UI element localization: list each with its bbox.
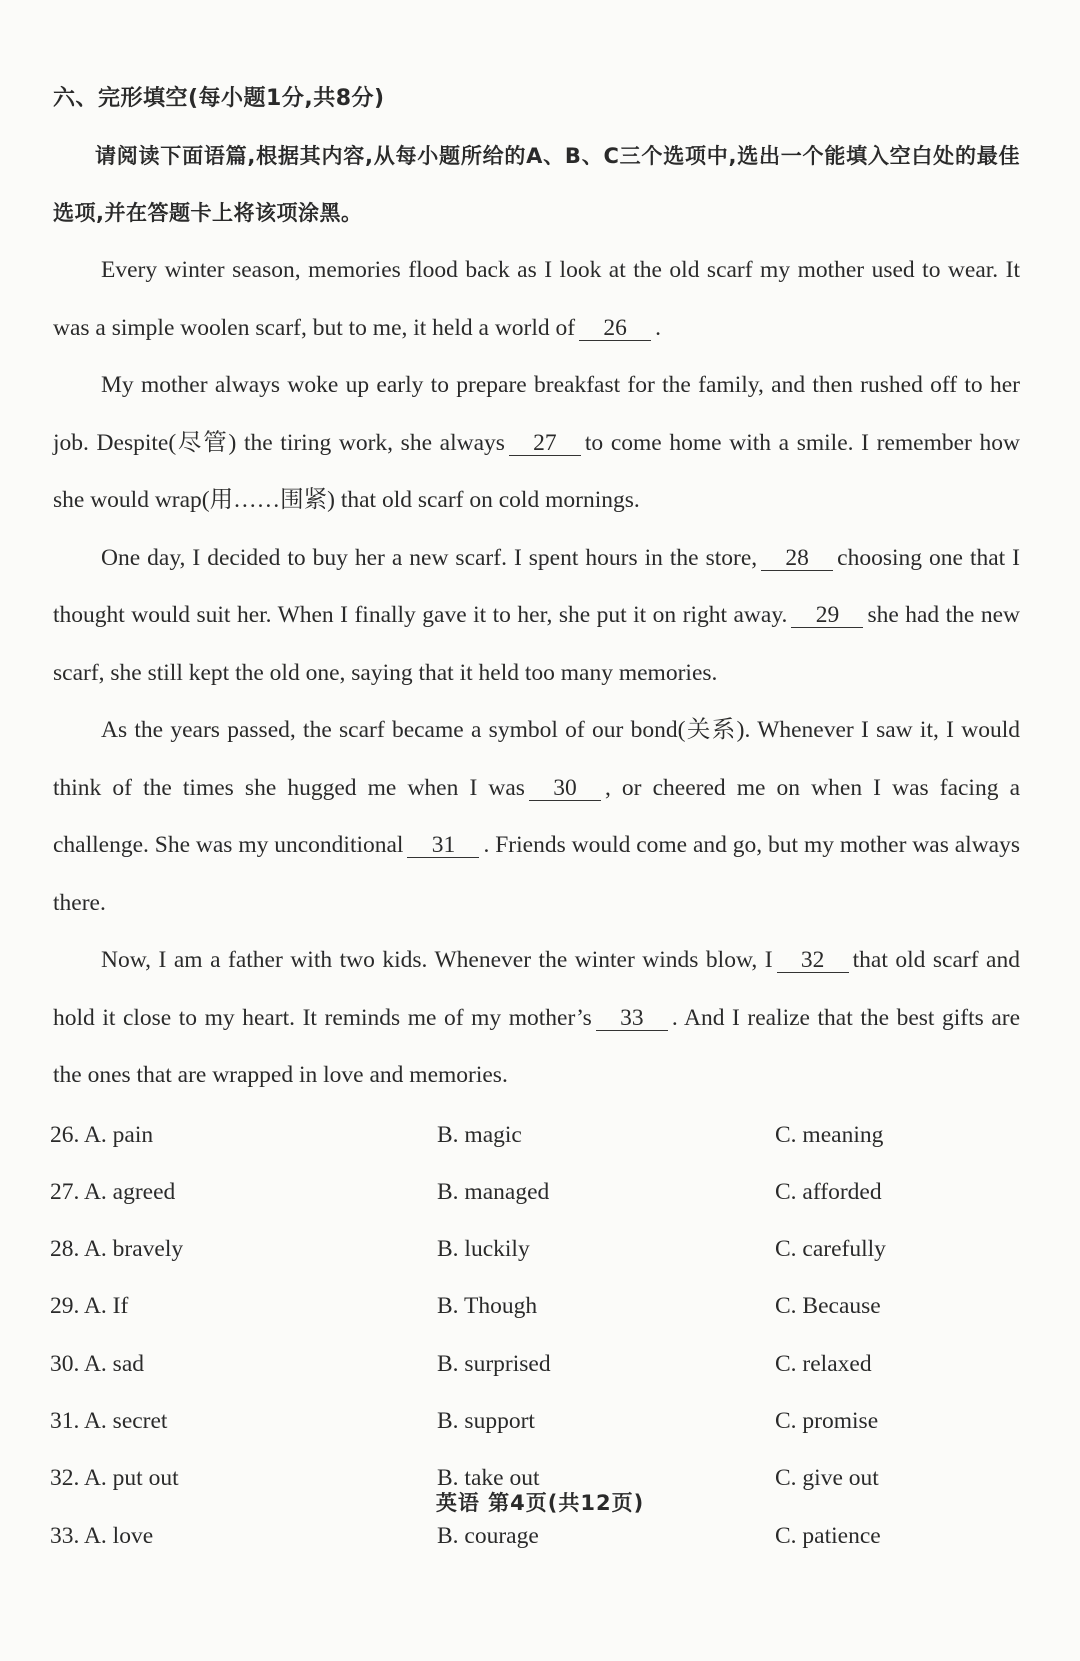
blank-30: 30 (529, 776, 601, 801)
question-28 (50, 1221, 1020, 1278)
blank-32: 32 (777, 948, 849, 973)
blank-28: 28 (761, 546, 833, 571)
passage-text: . And I realize that the best gifts are the ones that are wrapped in love and memories. (53, 1004, 1021, 1088)
option-b: B. magic (437, 1121, 522, 1148)
passage-paragraph-2 (53, 357, 1020, 530)
blank-29: 29 (791, 603, 863, 628)
section-instructions: 请阅读下面语篇,根据其内容,从每小题所给的A、B、C三个选项中,选出一个能填入空白处的最佳选项,并在答题卡上将该项涂黑。 (53, 144, 1020, 225)
passage-paragraph-5 (53, 932, 1020, 1105)
option-b: B. support (437, 1407, 535, 1434)
passage-text: , or cheered me on when I was facing a challenge. She was my unconditional (53, 774, 1020, 858)
option-c: C. promise (775, 1407, 879, 1434)
passage-paragraph-3 (53, 530, 1020, 703)
option-b: B. surprised (437, 1350, 551, 1377)
option-c: C. relaxed (775, 1350, 872, 1377)
blank-31: 31 (407, 833, 479, 858)
option-a: 29. A. If (50, 1293, 129, 1320)
passage-text: Every winter season, memories flood back as I look at the old scarf my mother used to wear. It was a simple woolen scarf, but to me, it held a world of (53, 257, 1020, 341)
passage-text: As the years passed, the scarf became a symbol of our bond(关系). Whenever I saw it, I would think of the times she hugged me when I was (53, 717, 1020, 801)
question-31 (50, 1393, 1020, 1450)
option-a: 31. A. secret (50, 1407, 168, 1434)
passage-text: . (655, 314, 661, 341)
option-a: 30. A. sad (50, 1350, 144, 1377)
option-c: C. meaning (775, 1121, 884, 1148)
blank-26: 26 (579, 316, 651, 341)
page-footer: 英语 第4页(共12页) (435, 1491, 645, 1515)
option-b: B. Though (437, 1293, 538, 1320)
option-b: B. managed (437, 1178, 550, 1205)
passage-text: My mother always woke up early to prepare breakfast for the family, and then rushed off to her job. Despite(尽管) the tiring work, she always (53, 372, 1020, 456)
option-c: C. Because (775, 1293, 881, 1320)
question-29 (50, 1278, 1020, 1335)
option-b: B. luckily (437, 1236, 530, 1263)
option-c: C. carefully (775, 1236, 886, 1263)
passage-text: One day, I decided to buy her a new scarf. I spent hours in the store, (101, 544, 758, 571)
blank-27: 27 (509, 431, 581, 456)
blank-33: 33 (596, 1006, 668, 1031)
option-a: 26. A. pain (50, 1121, 154, 1148)
question-26 (50, 1107, 1020, 1164)
passage-text: that old scarf and hold it close to my heart. It reminds me of my mother’s (53, 947, 1020, 1031)
passage-paragraph-1 (53, 242, 1020, 357)
option-a: 28. A. bravely (50, 1236, 184, 1263)
passage-text: Now, I am a father with two kids. Whenever the winter winds blow, I (101, 947, 773, 973)
section-title: 六、完形填空(每小题1分,共8分) (53, 86, 385, 111)
question-30 (50, 1336, 1020, 1393)
option-a: 32. A. put out (50, 1465, 179, 1492)
passage-text: she had the new scarf, she still kept the old one, saying that it held too many memories. (53, 602, 1020, 686)
option-b: B. take out (437, 1465, 540, 1492)
option-c: C. afforded (775, 1178, 882, 1205)
passage-paragraph-4 (53, 702, 1020, 932)
option-a: 27. A. agreed (50, 1178, 176, 1205)
option-c: C. patience (775, 1522, 881, 1549)
option-b: B. courage (437, 1522, 539, 1549)
option-c: C. give out (775, 1465, 879, 1492)
question-27 (50, 1164, 1020, 1221)
passage-text: to come home with a smile. I remember how she would wrap(用……围紧) that old scarf on cold mornings. (53, 429, 1020, 513)
option-a: 33. A. love (50, 1522, 154, 1549)
exam-page (50, 70, 1021, 1565)
passage-text: . Friends would come and go, but my mother was always there. (53, 832, 1020, 916)
passage-text: choosing one that I thought would suit her. When I finally gave it to her, she put it on right away. (53, 544, 1021, 628)
